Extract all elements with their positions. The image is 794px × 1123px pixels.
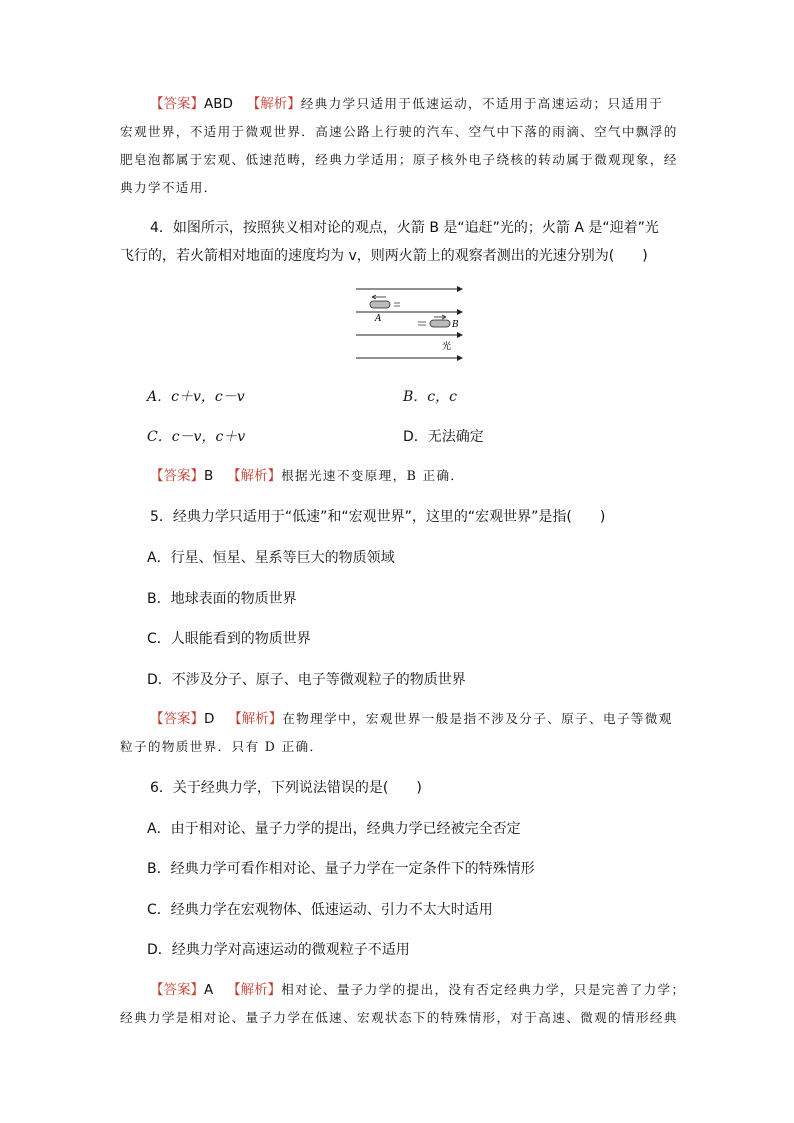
explain-text: 在物理学中，宏观世界一般是指不涉及分子、原子、电子等微观 (282, 711, 673, 726)
answer-line-q6 (150, 980, 685, 1000)
answer-value: D (204, 711, 215, 727)
explain-text: 经典力学只适用于低速运动，不适用于高速运动；只适用于 (300, 96, 664, 111)
option-a: A．c＋v，c－v (147, 389, 245, 405)
option-d: D．经典力学对高速运动的微观粒子不适用 (147, 942, 410, 958)
question-stem: 6．关于经典力学，下列说法错误的是( ) (150, 780, 422, 796)
option-a: A．由于相对论、量子力学的提出，经典力学已经被完全否定 (147, 821, 521, 837)
question-stem: 5．经典力学只适用于“低速”和“宏观世界”，这里的“宏观世界”是指( ) (150, 509, 606, 525)
explain-text: 根据光速不变原理，B 正确． (281, 468, 465, 483)
answer-value: A (204, 982, 214, 998)
answer-line-q5 (150, 709, 673, 729)
option-b: B．经典力学可看作相对论、量子力学在一定条件下的特殊情形 (147, 861, 535, 877)
answer-line-q4 (150, 466, 464, 486)
option-d: D．无法确定 (403, 429, 484, 445)
question-stem: 飞行的，若火箭相对地面的速度均为 v，则两火箭上的观察者测出的光速分别为( ) (120, 248, 648, 264)
explain-tag: 【解析】 (227, 468, 282, 484)
option-d: D．不涉及分子、原子、电子等微观粒子的物质世界 (147, 672, 466, 688)
option-c: C．人眼能看到的物质世界 (147, 631, 311, 647)
explain-tag: 【解析】 (246, 96, 301, 112)
rockets-figure (354, 284, 469, 364)
option-c: C．c－v，c＋v (147, 429, 246, 445)
rocket-a (370, 301, 390, 308)
answer-value: ABD (204, 96, 233, 112)
answer-tag: 【答案】 (150, 468, 204, 484)
label-b: B (452, 320, 459, 330)
answer-tag: 【答案】 (150, 96, 204, 112)
question-stem: 4．如图所示，按照狭义相对论的观点，火箭 B 是“追赶”光的；火箭 A 是“迎着”光 (150, 220, 659, 236)
answer-tag: 【答案】 (150, 982, 204, 998)
label-a: A (375, 314, 382, 324)
explain-line: 宏观世界，不适用于微观世界．高速公路上行驶的汽车、空气中下落的雨滴、空气中飘浮的 (120, 124, 678, 139)
explain-line: 经典力学是相对论、量子力学在低速、宏观状态下的特殊情形，对于高速、微观的情形经典 (120, 1010, 678, 1025)
explain-text: 相对论、量子力学的提出，没有否定经典力学，只是完善了力学； (281, 982, 686, 997)
rocket-b (430, 320, 450, 327)
option-b: B．地球表面的物质世界 (147, 591, 297, 607)
answer-value: B (204, 468, 214, 484)
explain-line: 粒子的物质世界．只有 D 正确． (120, 739, 324, 754)
explain-tag: 【解析】 (228, 711, 283, 727)
option-b: B．c，c (403, 389, 457, 405)
label-light: 光 (442, 342, 452, 352)
option-a: A．行星、恒星、星系等巨大的物质领域 (147, 550, 395, 566)
option-c: C．经典力学在宏观物体、低速运动、引力不太大时适用 (147, 902, 493, 918)
answer-line-q3 (150, 94, 663, 114)
explain-line: 肥皂泡都属于宏观、低速范畴，经典力学适用；原子核外电子绕核的转动属于微观现象，经 (120, 152, 678, 167)
answer-tag: 【答案】 (150, 711, 204, 727)
explain-line: 典力学不适用． (120, 180, 218, 195)
explain-tag: 【解析】 (227, 982, 282, 998)
